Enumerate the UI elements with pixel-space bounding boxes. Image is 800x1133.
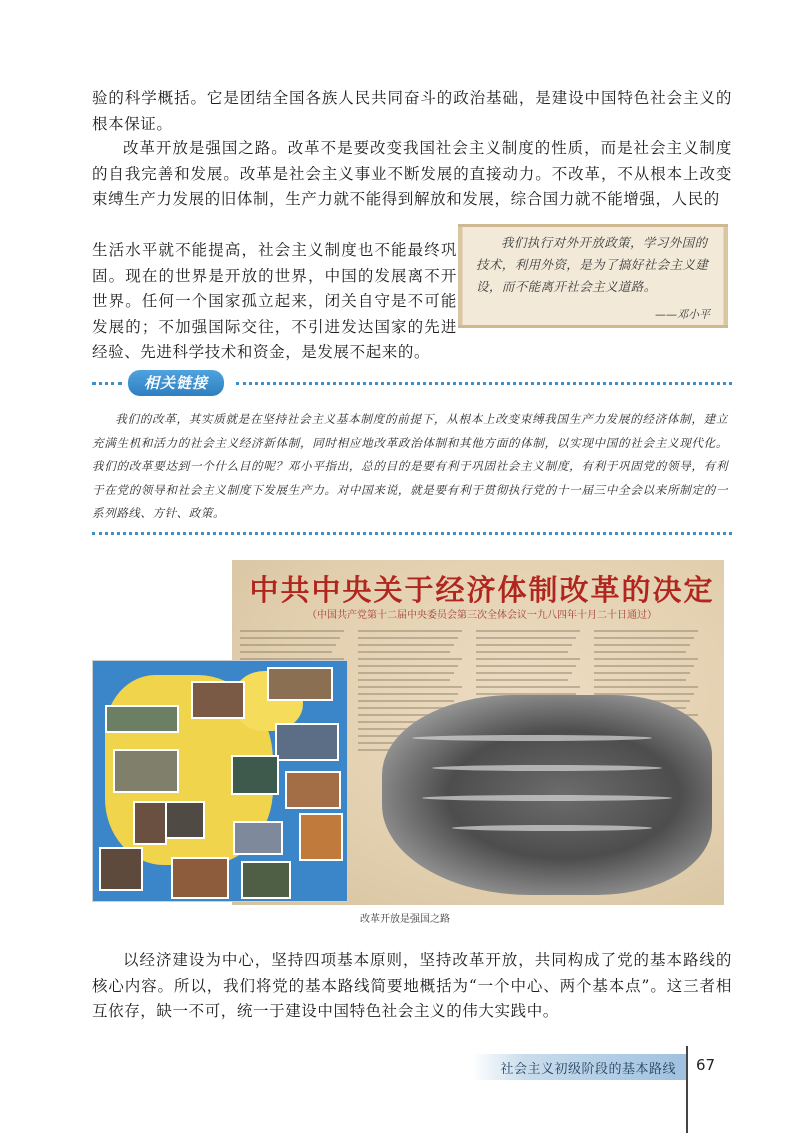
newspaper-text-line <box>358 651 450 653</box>
newspaper-text-line <box>476 630 580 632</box>
footer-chapter-bar <box>472 1054 686 1080</box>
figure-caption: 改革开放是强国之路 <box>360 914 450 925</box>
china-map-image <box>92 660 348 902</box>
quote-text: 我们执行对外开放政策，学习外国的技术，利用外资，是为了搞好社会主义建设，而不能离开社会主义道路。 <box>476 235 709 294</box>
map-thumbnail <box>231 755 279 795</box>
divider-dotted-bottom <box>92 532 732 535</box>
map-thumbnail <box>113 749 179 793</box>
newspaper-text-line <box>240 630 344 632</box>
map-thumbnail <box>165 801 205 839</box>
map-thumbnail <box>241 861 291 899</box>
newspaper-text-line <box>476 672 572 674</box>
newspaper-text-line <box>358 644 454 646</box>
newspaper-text-line <box>594 630 698 632</box>
related-link-title: 相关链接 <box>128 370 224 396</box>
related-link-header <box>128 370 224 396</box>
newspaper-text-line <box>594 644 690 646</box>
newspaper-subtitle: （中国共产党第十二届中央委员会第三次全体会议一九八四年十月二十日通过） <box>307 610 657 621</box>
map-thumbnail <box>275 723 339 761</box>
newspaper-text-line <box>358 707 450 709</box>
newspaper-text-line <box>240 637 340 639</box>
newspaper-text-line <box>358 630 462 632</box>
newspaper-text-line <box>594 686 698 688</box>
page-number: 67 <box>696 1056 716 1074</box>
map-thumbnail <box>267 667 333 701</box>
newspaper-text-line <box>594 637 694 639</box>
map-thumbnail <box>133 801 167 845</box>
divider-dotted-right <box>236 382 732 385</box>
newspaper-text-line <box>476 651 568 653</box>
newspaper-text-line <box>358 672 454 674</box>
map-thumbnail <box>285 771 341 809</box>
newspaper-text-line <box>476 686 580 688</box>
newspaper-text-line <box>358 693 458 695</box>
newspaper-text-line <box>476 679 568 681</box>
newspaper-title: 中共中央关于经济体制改革的决定 <box>249 573 715 607</box>
newspaper-text-line <box>594 672 690 674</box>
newspaper-text-line <box>594 679 686 681</box>
map-thumbnail <box>105 705 179 733</box>
map-thumbnail <box>191 681 245 719</box>
quote-box <box>458 224 728 328</box>
paragraph-reform-head: 改革开放是强国之路。改革不是要改变我国社会主义制度的性质，而是社会主义制度的自我完善和发展。改革是社会主义事业不断发展的直接动力。不改革，不从根本上改变束缚生产力发展的旧体制，生产力就不能得到解放和发展，综合国力就不能增强，人民的 <box>92 139 732 208</box>
newspaper-text-line <box>476 658 580 660</box>
newspaper-text-line <box>594 651 686 653</box>
newspaper-text-line <box>240 651 332 653</box>
newspaper-text-line <box>358 686 462 688</box>
newspaper-text-line <box>476 644 572 646</box>
newspaper-text-line <box>240 644 336 646</box>
footer-vertical-rule <box>686 1046 688 1133</box>
divider-dotted-left <box>92 382 122 385</box>
footer-chapter-title: 社会主义初级阶段的基本路线 <box>500 1062 676 1077</box>
map-thumbnail <box>299 813 343 861</box>
quote-author: ——邓小平 <box>655 308 710 321</box>
newspaper-text-line <box>358 637 458 639</box>
paragraph-basic-line: 以经济建设为中心，坚持四项基本原则，坚持改革开放，共同构成了党的基本路线的核心内容。所以，我们将党的基本路线简要地概括为“一个中心、两个基本点”。这三者相互依存，缺一不可，统一于建设中国特色社会主义的伟大实践中。 <box>92 951 732 1020</box>
newspaper-text-line <box>594 658 698 660</box>
paragraph-reform-tail: 生活水平就不能提高，社会主义制度也不能最终巩固。现在的世界是开放的世界，中国的发展离不开世界。任何一个国家孤立起来，闭关自守是不可能发展的；不加强国际交往，不引进发达国家的先进经验、先进科学技术和资金，是发展不起来的。 <box>92 241 457 361</box>
newspaper-text-line <box>594 665 694 667</box>
map-thumbnail <box>99 847 143 891</box>
newspaper-text-line <box>358 658 462 660</box>
paragraph-intro: 验的科学概括。它是团结全国各族人民共同奋斗的政治基础，是建设中国特色社会主义的根本保证。 <box>92 89 732 133</box>
newspaper-text-line <box>358 679 450 681</box>
newspaper-text-line <box>476 665 576 667</box>
related-link-body: 我们的改革，其实质就是在坚持社会主义基本制度的前提下，从根本上改变束缚我国生产力发展的经济体制，建立充满生机和活力的社会主义经济新体制，同时相应地改革政治体制和其他方面的体制，以实现中国的社会主义现代化。我们的改革要达到一个什么目的呢？邓小平指出，总的目的是要有利于巩固社会主义制度，有利于巩固党的领导，有利于在党的领导和社会主义制度下发展生产力。对中国来说，就是要有利于贯彻执行党的十一届三中全会以来所制定的一系列路线、方针、政策。 <box>92 412 728 520</box>
newspaper-text-line <box>358 700 454 702</box>
map-thumbnail <box>233 821 283 855</box>
map-thumbnail <box>171 857 229 899</box>
newspaper-text-line <box>476 637 576 639</box>
newspaper-text-line <box>358 665 458 667</box>
terraced-field-photo <box>382 695 712 895</box>
